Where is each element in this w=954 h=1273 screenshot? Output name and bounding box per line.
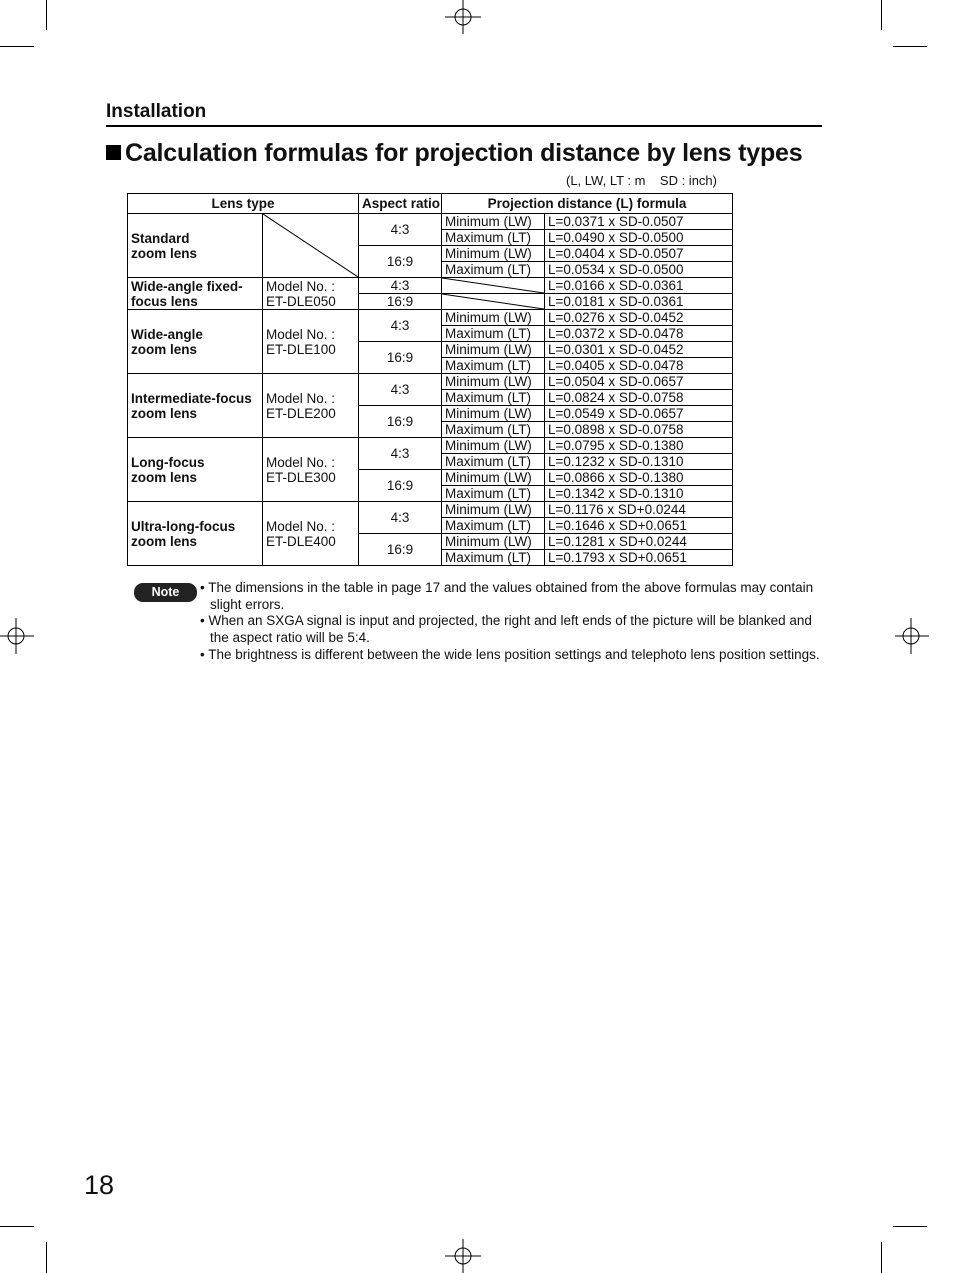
formula: L=0.1232 x SD-0.1310 xyxy=(545,454,733,470)
zoom-position: Maximum (LT) xyxy=(442,518,545,534)
table-header-row xyxy=(128,194,733,214)
aspect-ratio: 16:9 xyxy=(359,406,442,438)
zoom-position: Maximum (LT) xyxy=(442,550,545,566)
section-heading: Installation xyxy=(106,101,207,122)
zoom-position: Minimum (LW) xyxy=(442,438,545,454)
crop-mark xyxy=(881,0,882,30)
aspect-ratio: 4:3 xyxy=(359,278,442,294)
header-aspect-ratio: Aspect ratio xyxy=(359,194,442,214)
aspect-ratio: 4:3 xyxy=(359,374,442,406)
units-note: (L, LW, LT : m SD : inch) xyxy=(566,173,717,188)
aspect-ratio: 4:3 xyxy=(359,310,442,342)
zoom-position: Minimum (LW) xyxy=(442,406,545,422)
zoom-position: Minimum (LW) xyxy=(442,342,545,358)
crop-mark xyxy=(0,1226,34,1227)
table-row xyxy=(128,278,733,294)
formula: L=0.1176 x SD+0.0244 xyxy=(545,502,733,518)
formula: L=0.0490 x SD-0.0500 xyxy=(545,230,733,246)
crop-mark xyxy=(881,1242,882,1273)
zoom-position: Maximum (LT) xyxy=(442,486,545,502)
zoom-position: Minimum (LW) xyxy=(442,214,545,230)
page-number: 18 xyxy=(84,1170,115,1200)
model-number: Model No. : ET-DLE050 xyxy=(263,278,359,310)
lens-name: Ultra-long-focus zoom lens xyxy=(128,502,263,566)
lens-name: Wide-angle zoom lens xyxy=(128,310,263,374)
zoom-position: Maximum (LT) xyxy=(442,390,545,406)
section-divider xyxy=(106,125,822,127)
zoom-position: Maximum (LT) xyxy=(442,422,545,438)
lens-name: Wide-angle fixed- focus lens xyxy=(128,278,263,310)
crop-mark xyxy=(46,1242,47,1273)
header-lens-type: Lens type xyxy=(128,194,359,214)
zoom-position: Minimum (LW) xyxy=(442,534,545,550)
registration-mark-icon xyxy=(445,0,481,36)
formula: L=0.0181 x SD-0.0361 xyxy=(545,294,733,310)
formula: L=0.0371 x SD-0.0507 xyxy=(545,214,733,230)
formula: L=0.0549 x SD-0.0657 xyxy=(545,406,733,422)
table-row xyxy=(128,438,733,454)
formula: L=0.1793 x SD+0.0651 xyxy=(545,550,733,566)
zoom-position: Minimum (LW) xyxy=(442,470,545,486)
note-list xyxy=(200,580,820,664)
model-number: Model No. : ET-DLE400 xyxy=(263,502,359,566)
formula: L=0.0404 x SD-0.0507 xyxy=(545,246,733,262)
aspect-ratio: 16:9 xyxy=(359,342,442,374)
empty-position-cell xyxy=(442,278,545,294)
table-row xyxy=(128,502,733,518)
aspect-ratio: 4:3 xyxy=(359,438,442,470)
empty-model-cell xyxy=(263,214,359,278)
lens-name: Long-focus zoom lens xyxy=(128,438,263,502)
formula: L=0.0372 x SD-0.0478 xyxy=(545,326,733,342)
aspect-ratio: 16:9 xyxy=(359,534,442,566)
zoom-position: Minimum (LW) xyxy=(442,246,545,262)
aspect-ratio: 16:9 xyxy=(359,470,442,502)
crop-mark xyxy=(0,46,34,47)
lens-name: Intermediate-focus zoom lens xyxy=(128,374,263,438)
formula: L=0.0166 x SD-0.0361 xyxy=(545,278,733,294)
registration-mark-icon xyxy=(445,1237,481,1273)
zoom-position: Minimum (LW) xyxy=(442,310,545,326)
lens-name: Standard zoom lens xyxy=(128,214,263,278)
empty-position-cell xyxy=(442,294,545,310)
lens-formula-table xyxy=(127,193,733,566)
formula: L=0.0504 x SD-0.0657 xyxy=(545,374,733,390)
registration-mark-icon xyxy=(893,618,929,654)
formula: L=0.1342 x SD-0.1310 xyxy=(545,486,733,502)
formula: L=0.0534 x SD-0.0500 xyxy=(545,262,733,278)
table-row xyxy=(128,214,733,230)
note-item: • The dimensions in the table in page 17 and the values obtained from the above formulas may contain slight errors. xyxy=(200,580,814,612)
model-number: Model No. : ET-DLE100 xyxy=(263,310,359,374)
registration-mark-icon xyxy=(0,618,36,654)
formula: L=0.0301 x SD-0.0452 xyxy=(545,342,733,358)
crop-mark xyxy=(46,0,47,30)
zoom-position: Maximum (LT) xyxy=(442,358,545,374)
formula: L=0.0824 x SD-0.0758 xyxy=(545,390,733,406)
table-row xyxy=(128,374,733,390)
aspect-ratio: 16:9 xyxy=(359,294,442,310)
model-number: Model No. : ET-DLE200 xyxy=(263,374,359,438)
formula: L=0.0795 x SD-0.1380 xyxy=(545,438,733,454)
formula: L=0.1281 x SD+0.0244 xyxy=(545,534,733,550)
aspect-ratio: 4:3 xyxy=(359,214,442,246)
formula: L=0.1646 x SD+0.0651 xyxy=(545,518,733,534)
formula: L=0.0866 x SD-0.1380 xyxy=(545,470,733,486)
zoom-position: Maximum (LT) xyxy=(442,262,545,278)
note-badge: Note xyxy=(134,583,197,602)
formula: L=0.0276 x SD-0.0452 xyxy=(545,310,733,326)
formula: L=0.0405 x SD-0.0478 xyxy=(545,358,733,374)
zoom-position: Maximum (LT) xyxy=(442,326,545,342)
formula: L=0.0898 x SD-0.0758 xyxy=(545,422,733,438)
square-bullet-icon xyxy=(106,145,121,160)
note-item: • The brightness is different between the wide lens position settings and telephoto lens position settings. xyxy=(200,646,820,662)
crop-mark xyxy=(893,46,927,47)
zoom-position: Maximum (LT) xyxy=(442,454,545,470)
model-number: Model No. : ET-DLE300 xyxy=(263,438,359,502)
zoom-position: Maximum (LT) xyxy=(442,230,545,246)
note-item: • When an SXGA signal is input and projected, the right and left ends of the picture will be blanked and the aspect ratio will be 5:4. xyxy=(200,613,812,646)
aspect-ratio: 4:3 xyxy=(359,502,442,534)
table-row xyxy=(128,310,733,326)
page-title xyxy=(106,139,802,168)
header-formula: Projection distance (L) formula xyxy=(442,194,733,214)
crop-mark xyxy=(893,1226,927,1227)
zoom-position: Minimum (LW) xyxy=(442,374,545,390)
page-title-text: Calculation formulas for projection distance by lens types xyxy=(125,139,803,167)
zoom-position: Minimum (LW) xyxy=(442,502,545,518)
aspect-ratio: 16:9 xyxy=(359,246,442,278)
